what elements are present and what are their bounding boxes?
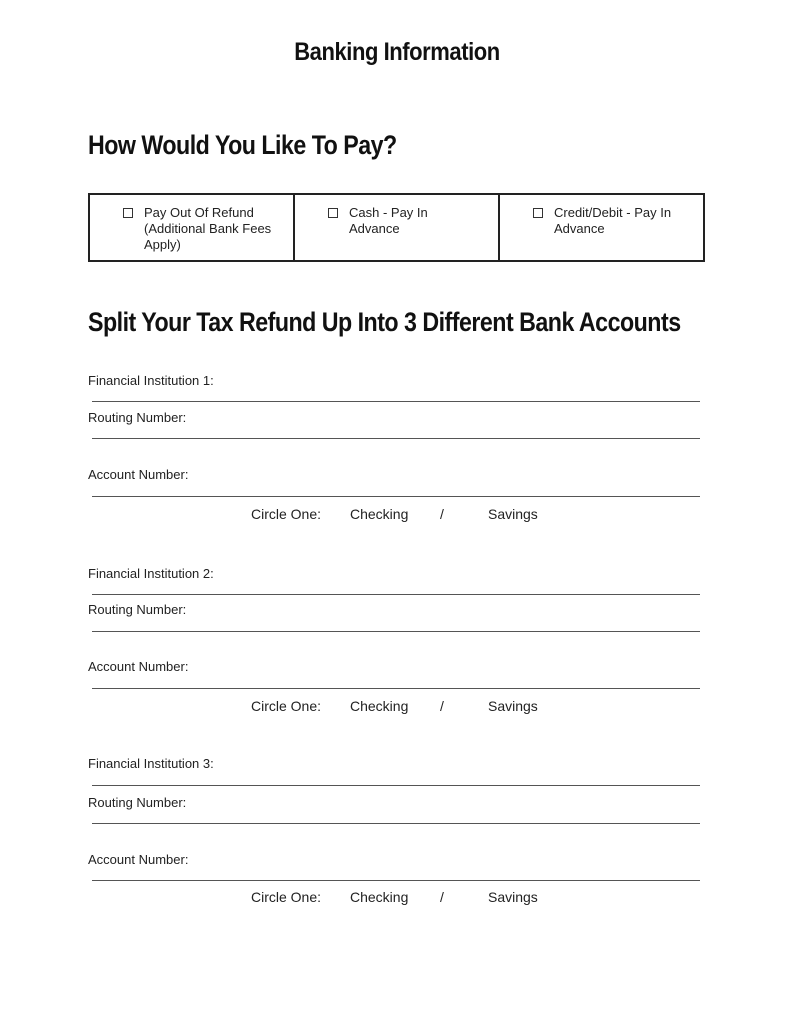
routing-3-line[interactable]	[92, 823, 700, 824]
pay-option-label: Cash - Pay In Advance	[349, 205, 428, 236]
institution-2-line[interactable]	[92, 594, 700, 595]
savings-option[interactable]: Savings	[488, 698, 538, 714]
page-title: Banking Information	[294, 38, 500, 66]
pay-option-card[interactable]	[500, 195, 703, 260]
pay-option-label: Pay Out Of Refund (Additional Bank Fees Apply)	[144, 205, 272, 252]
split-refund-heading: Split Your Tax Refund Up Into 3 Different Bank Accounts	[88, 307, 681, 337]
institution-1-line[interactable]	[92, 401, 700, 402]
pay-method-heading: How Would You Like To Pay?	[88, 130, 397, 160]
routing-3-label: Routing Number:	[88, 795, 187, 810]
routing-1-line[interactable]	[92, 438, 700, 439]
type-separator: /	[440, 506, 444, 522]
checkbox-cash[interactable]	[328, 208, 338, 218]
account-3-label: Account Number:	[88, 852, 189, 867]
account-2-line[interactable]	[92, 688, 700, 689]
circle-one-label: Circle One:	[251, 889, 322, 905]
checkbox-card[interactable]	[533, 208, 543, 218]
savings-option[interactable]: Savings	[488, 506, 538, 522]
type-separator: /	[440, 698, 444, 714]
account-1-line[interactable]	[92, 496, 700, 497]
checking-option[interactable]: Checking	[350, 506, 409, 522]
routing-2-label: Routing Number:	[88, 602, 187, 617]
institution-3-label: Financial Institution 3:	[88, 756, 214, 771]
account-1-label: Account Number:	[88, 467, 189, 482]
pay-option-cash[interactable]	[295, 195, 500, 260]
type-separator: /	[440, 889, 444, 905]
institution-3-line[interactable]	[92, 785, 700, 786]
checkbox-refund[interactable]	[123, 208, 133, 218]
checking-option[interactable]: Checking	[350, 889, 409, 905]
savings-option[interactable]: Savings	[488, 889, 538, 905]
checking-option[interactable]: Checking	[350, 698, 409, 714]
pay-option-refund[interactable]	[90, 195, 295, 260]
circle-one-label: Circle One:	[251, 506, 322, 522]
account-3-line[interactable]	[92, 880, 700, 881]
account-2-label: Account Number:	[88, 659, 189, 674]
institution-2-label: Financial Institution 2:	[88, 566, 214, 581]
institution-1-label: Financial Institution 1:	[88, 373, 214, 388]
routing-1-label: Routing Number:	[88, 410, 187, 425]
routing-2-line[interactable]	[92, 631, 700, 632]
pay-options-table	[88, 193, 705, 262]
circle-one-label: Circle One:	[251, 698, 322, 714]
pay-option-label: Credit/Debit - Pay In Advance	[554, 205, 672, 236]
